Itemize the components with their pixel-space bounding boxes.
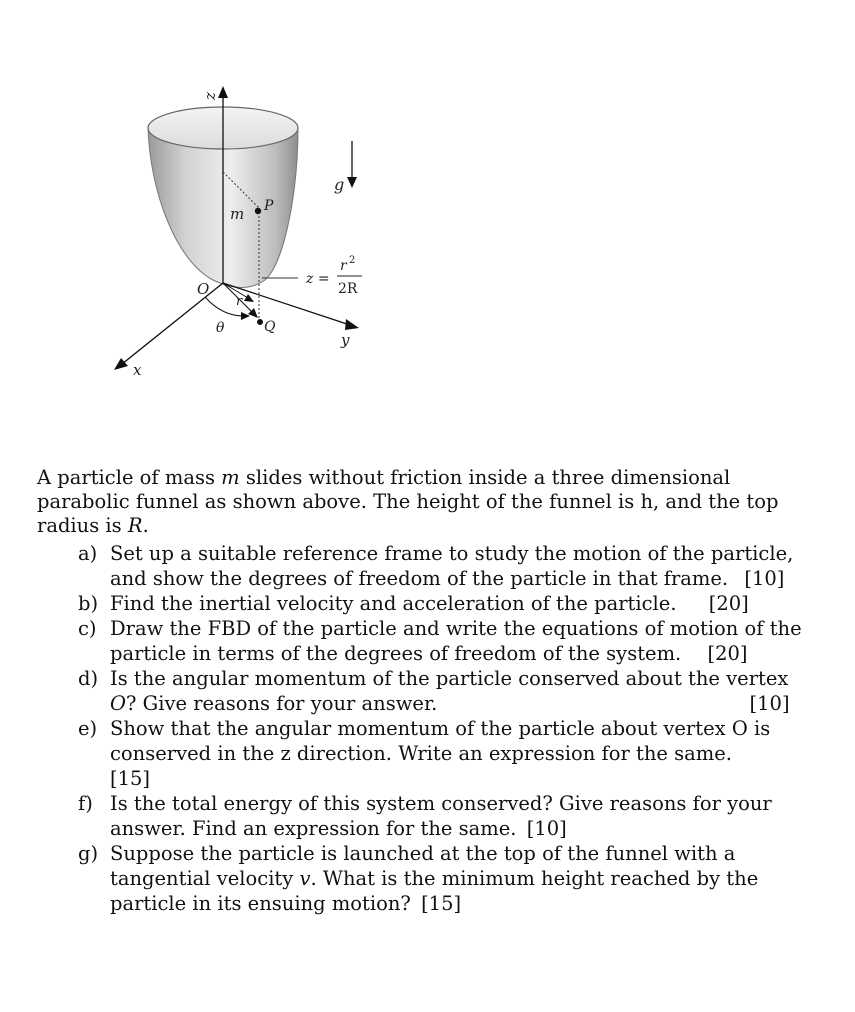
question-item-a [78, 541, 818, 591]
question-text-post: ? Give reasons for your answer. [126, 692, 438, 715]
question-text-post: . What is the minimum height reached by the particle in its ensuing motion? [110, 867, 759, 915]
question-marks: [10] [749, 692, 790, 715]
mass-label: m [230, 205, 245, 223]
y-axis-label: y [341, 331, 350, 349]
parabolic-funnel-figure [0, 0, 855, 400]
projection-point-q [257, 319, 263, 325]
equation-lhs: z = [306, 271, 330, 287]
question-text: Is the total energy of this system conserved? Give reasons for your answer. Find an expression for the same. [110, 792, 772, 840]
intro-radius-symbol: R [127, 514, 143, 537]
theta-arc-arrowhead [241, 312, 250, 320]
y-direction-arrowhead [244, 294, 254, 302]
question-label: d) [78, 667, 99, 690]
question-text: Draw the FBD of the particle and write the equations of motion of the particle in terms of the degrees of freedom of the system. [110, 617, 802, 665]
question-marks: [15] [421, 892, 462, 915]
question-marks: [15] [110, 767, 151, 790]
equation-numerator: r [340, 258, 347, 274]
question-item-c [78, 616, 818, 666]
radius-label: r [236, 294, 243, 309]
x-axis-arrowhead [114, 358, 128, 370]
gravity-label: g [334, 175, 345, 194]
question-label: a) [78, 542, 98, 565]
question-text: Find the inertial velocity and acceleration of the particle. [110, 592, 677, 615]
question-text-pre: Suppose the particle is launched at the top of the funnel with a tangential velocity [110, 842, 736, 890]
question-marks: [10] [744, 567, 785, 590]
question-label: f) [78, 792, 93, 815]
question-item-f [78, 791, 818, 841]
y-axis-arrowhead [345, 319, 359, 330]
point-p-label: P [264, 198, 274, 214]
question-label: e) [78, 717, 98, 740]
question-item-b [78, 591, 818, 616]
intro-text-post: slides without friction inside a three dimensional parabolic funnel as shown above. The height of the funnel is h, and the top radius is [37, 466, 779, 537]
particle-point-p [255, 208, 261, 214]
velocity-symbol: v [299, 867, 311, 890]
question-marks: [10] [526, 817, 567, 840]
origin-label: O [197, 280, 210, 298]
question-marks: [20] [707, 642, 748, 665]
question-item-d [78, 666, 818, 716]
z-axis-label: z [201, 92, 219, 100]
vertex-symbol: O [110, 692, 126, 715]
equation-denominator: 2R [338, 281, 358, 297]
point-q-label: Q [264, 319, 276, 335]
intro-end: . [142, 514, 149, 537]
question-label: c) [78, 617, 97, 640]
theta-label: θ [216, 320, 225, 336]
z-axis-arrowhead [218, 86, 228, 98]
question-label: g) [78, 842, 99, 865]
question-text: Show that the angular momentum of the particle about vertex O is conserved in the z direction. Write an expression for the same. [110, 717, 771, 765]
question-text: Set up a suitable reference frame to study the motion of the particle, and show the degrees of freedom of the particle in that frame. [110, 542, 794, 590]
question-label: b) [78, 592, 99, 615]
intro-mass-symbol: m [221, 466, 240, 489]
question-text-pre: Is the angular momentum of the particle conserved about the vertex [110, 667, 789, 690]
equation-numerator-exponent: 2 [349, 255, 356, 266]
question-marks: [20] [708, 592, 749, 615]
gravity-arrowhead [347, 177, 357, 188]
question-item-g [78, 841, 818, 916]
problem-intro [37, 466, 827, 538]
intro-text-pre: A particle of mass [37, 466, 222, 489]
question-item-e [78, 716, 818, 791]
x-axis-label: x [133, 361, 142, 379]
question-list [78, 541, 818, 916]
